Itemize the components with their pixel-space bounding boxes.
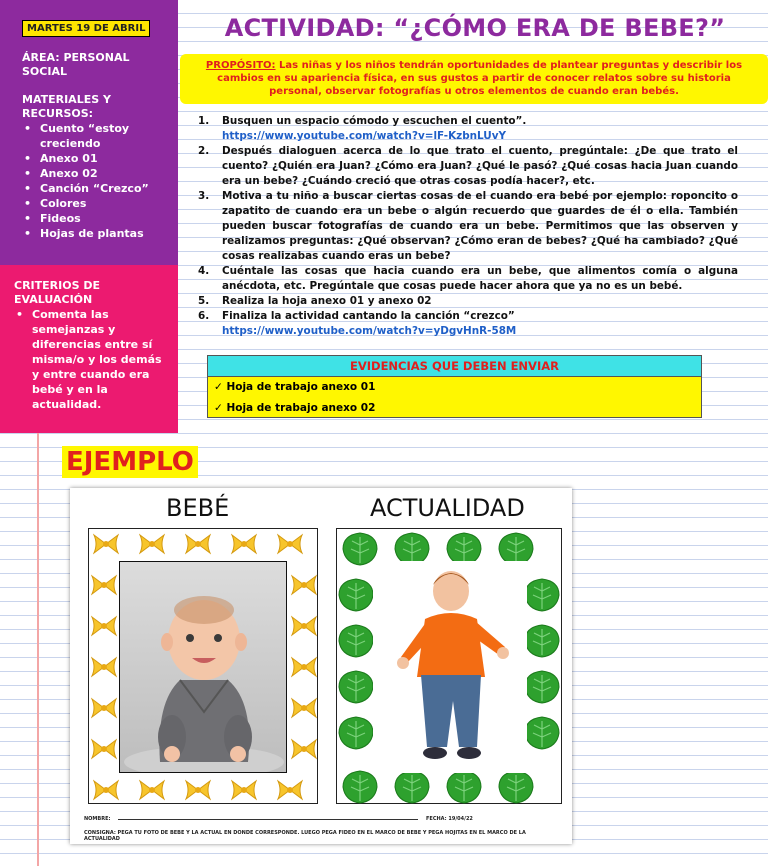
baby-icon bbox=[120, 562, 287, 773]
pasta-bow-icon bbox=[231, 779, 257, 801]
date-label: FECHA: 19/04/22 bbox=[426, 816, 473, 822]
pasta-bow-icon bbox=[91, 656, 117, 678]
leaf-icon bbox=[341, 769, 379, 805]
pasta-bow-icon bbox=[277, 779, 303, 801]
materials-label: MATERIALES Y RECURSOS: bbox=[22, 93, 111, 120]
list-item bbox=[198, 264, 738, 294]
leaf-icon bbox=[337, 623, 375, 659]
notebook-margin-line bbox=[37, 432, 39, 866]
purpose-text: Las niñas y los niños tendrán oportunidades de plantear preguntas y describir los cambios en su apariencia física, en sus gustos a partir de conocer relatos sobre su historia personal, observar fotografías u otros elementos de cuando eran bebés. bbox=[217, 60, 743, 97]
leaf-icon bbox=[337, 715, 375, 751]
evidence-item: ✓ Hoja de trabajo anexo 01 bbox=[208, 377, 701, 397]
list-item bbox=[198, 309, 738, 339]
pasta-bow-icon bbox=[291, 697, 317, 719]
list-item: • Canción “Crezco” bbox=[22, 181, 166, 196]
leaf-icon bbox=[497, 769, 535, 805]
baby-frame bbox=[88, 528, 318, 804]
pasta-bow-icon bbox=[185, 533, 211, 555]
worksheet-name-line bbox=[84, 816, 473, 822]
steps-list bbox=[198, 114, 738, 339]
date-badge: MARTES 19 DE ABRIL bbox=[22, 20, 150, 37]
leaf-icon bbox=[523, 623, 561, 659]
purpose-box bbox=[180, 54, 768, 104]
child-icon bbox=[373, 561, 527, 773]
example-worksheet bbox=[70, 488, 572, 844]
step-number: 5. bbox=[198, 295, 210, 307]
list-item: • Anexo 02 bbox=[22, 166, 166, 181]
evidence-item: ✓ Hoja de trabajo anexo 02 bbox=[208, 397, 701, 417]
criteria-list bbox=[14, 307, 168, 412]
step-number: 2. bbox=[198, 145, 210, 157]
step-text: Realiza la hoja anexo 01 y anexo 02 bbox=[222, 295, 432, 307]
pasta-bow-icon bbox=[291, 738, 317, 760]
worksheet-instruction: CONSIGNA: PEGA TU FOTO DE BEBE Y LA ACTUAL EN DONDE CORRESPONDE. LUEGO PEGA FIDEO EN EL MARCO DE BEBE Y PEGA HOJITAS EN EL MARCO DE LA ACTUALIDAD bbox=[84, 830, 526, 842]
page-title: ACTIVIDAD: “¿CÓMO ERA DE BEBE?” bbox=[224, 14, 726, 42]
step-text: Finaliza la actividad cantando la canción “crezco” bbox=[222, 310, 515, 322]
child-photo bbox=[373, 561, 527, 773]
leaf-icon bbox=[445, 769, 483, 805]
step-text: Busquen un espacio cómodo y escuchen el cuento”. bbox=[222, 115, 527, 127]
pasta-bow-icon bbox=[277, 533, 303, 555]
area-label: ÁREA: PERSONAL SOCIAL bbox=[22, 51, 130, 78]
pasta-bow-icon bbox=[185, 779, 211, 801]
leaf-icon bbox=[523, 669, 561, 705]
leaf-icon bbox=[337, 577, 375, 613]
pasta-bow-icon bbox=[231, 533, 257, 555]
list-item: • Cuento “estoy creciendo bbox=[22, 121, 166, 151]
sidebar-info-panel bbox=[0, 0, 178, 265]
pasta-bow-icon bbox=[93, 779, 119, 801]
now-label: ACTUALIDAD bbox=[370, 494, 525, 522]
list-item: • Comenta las semejanzas y diferencias entre sí misma/o y los demás y entre cuando era bebé y en la actualidad. bbox=[14, 307, 168, 412]
baby-photo bbox=[119, 561, 287, 773]
list-item: • Fideos bbox=[22, 211, 166, 226]
list-item bbox=[198, 114, 738, 144]
evidence-title: EVIDENCIAS QUE DEBEN ENVIAR bbox=[208, 356, 701, 377]
leaf-icon bbox=[523, 577, 561, 613]
pasta-bow-icon bbox=[291, 656, 317, 678]
step-number: 6. bbox=[198, 310, 210, 322]
name-label: NOMBRE: bbox=[84, 816, 111, 822]
pasta-bow-icon bbox=[93, 533, 119, 555]
pasta-bow-icon bbox=[139, 779, 165, 801]
leaf-icon bbox=[337, 669, 375, 705]
criteria-label: CRITERIOS DE EVALUACIÓN bbox=[14, 279, 100, 306]
list-item: • Colores bbox=[22, 196, 166, 211]
step-text: Motiva a tu niño a buscar ciertas cosas de el cuando era bebé por ejemplo: roponcito o zapatito de cuando era un bebe o algún recuerdo que guardes de él o ella. También pueden buscar fotografías de cuando era un bebe. Permitimos que las observen y realizamos preguntas: ¿Qué observan? ¿Cómo eran de bebes? ¿Qué ha cambiado? ¿Qué cosas realizabas cuando eras un bebe? bbox=[222, 190, 738, 262]
sidebar-criteria-panel bbox=[0, 265, 178, 433]
evidence-table bbox=[207, 355, 702, 418]
now-frame bbox=[336, 528, 562, 804]
story-video-link[interactable]: https://www.youtube.com/watch?v=lF-KzbnLUvY bbox=[222, 130, 507, 142]
step-number: 1. bbox=[198, 115, 210, 127]
song-video-link[interactable]: https://www.youtube.com/watch?v=yDgvHnR-58M bbox=[222, 325, 517, 337]
pasta-bow-icon bbox=[291, 615, 317, 637]
pasta-bow-icon bbox=[91, 615, 117, 637]
pasta-bow-icon bbox=[91, 697, 117, 719]
step-number: 3. bbox=[198, 190, 210, 202]
pasta-bow-icon bbox=[291, 574, 317, 596]
list-item bbox=[198, 294, 738, 309]
purpose-label: PROPÓSITO: bbox=[205, 60, 276, 71]
pasta-bow-icon bbox=[139, 533, 165, 555]
list-item bbox=[198, 144, 738, 189]
pasta-bow-icon bbox=[91, 574, 117, 596]
leaf-icon bbox=[523, 715, 561, 751]
list-item: • Hojas de plantas bbox=[22, 226, 166, 241]
leaf-icon bbox=[393, 769, 431, 805]
list-item: • Anexo 01 bbox=[22, 151, 166, 166]
step-text: Cuéntale las cosas que hacia cuando era un bebe, que alimentos comía o alguna anécdota, etc. Pregúntale que cosas puede hacer ahora que ya no es un bebé. bbox=[222, 265, 738, 292]
example-heading: EJEMPLO bbox=[62, 446, 198, 478]
pasta-bow-icon bbox=[91, 738, 117, 760]
materials-list bbox=[22, 121, 166, 241]
step-text: Después dialoguen acerca de lo que trato el cuento, pregúntale: ¿De que trato el cuento? ¿Quién era Juan? ¿Cómo era Juan? ¿Qué le pasó? ¿Qué cosas hacia Juan cuando era un bebe? ¿Cuándo creció que otras cosas podía hacer?, etc. bbox=[222, 145, 738, 187]
list-item bbox=[198, 189, 738, 264]
step-number: 4. bbox=[198, 265, 210, 277]
baby-label: BEBÉ bbox=[166, 494, 230, 522]
